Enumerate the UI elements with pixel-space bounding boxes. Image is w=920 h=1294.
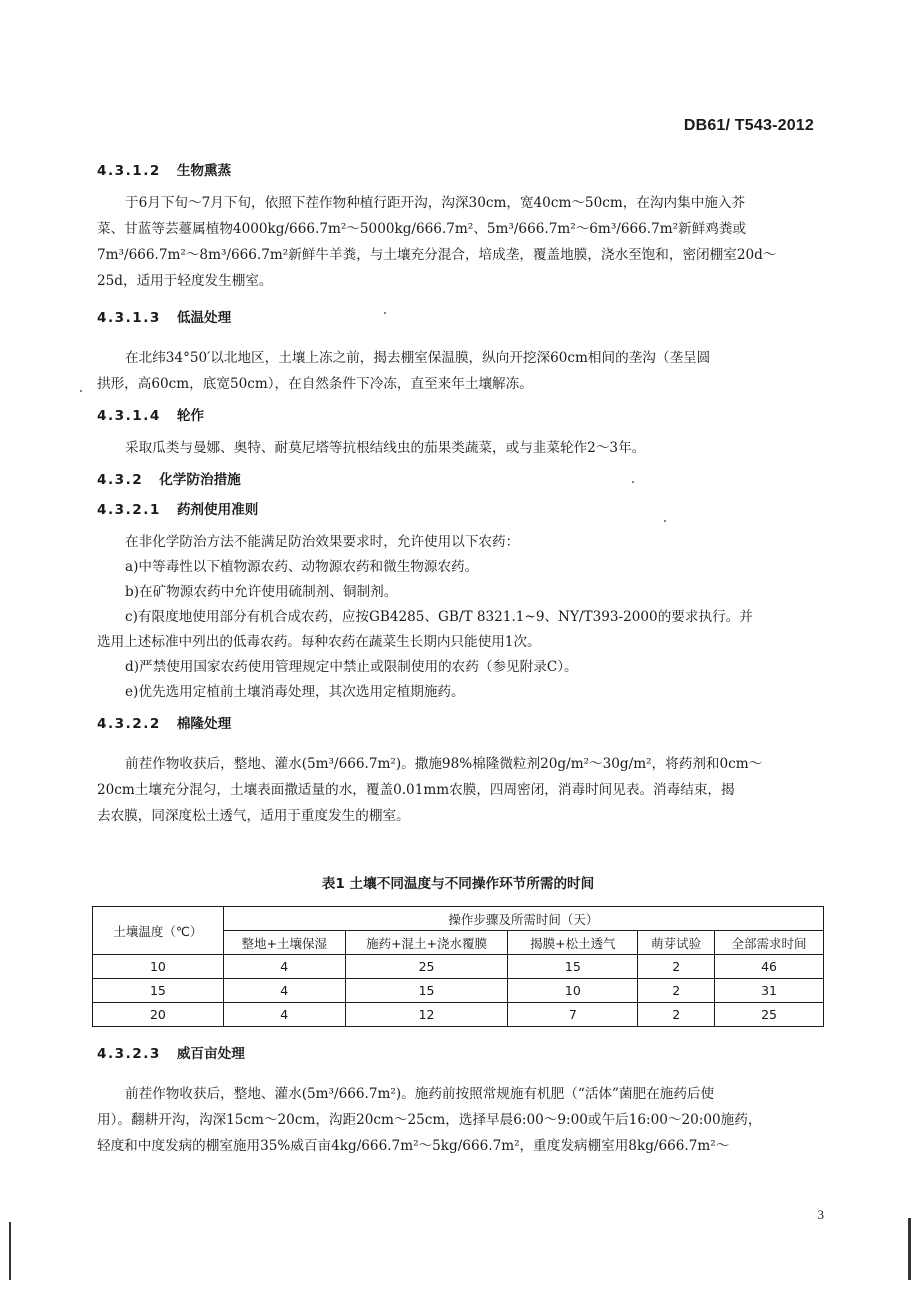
paragraph-line: 采取瓜类与曼娜、奥特、耐莫尼塔等抗根结线虫的茄果类蔬菜，或与韭菜轮作2～3年。	[125, 440, 646, 456]
table-header-row	[93, 907, 824, 931]
table-cell: 15	[345, 979, 508, 1003]
table-title: 表1 土壤不同温度与不同操作环节所需的时间	[321, 876, 595, 892]
group-header: 操作步骤及所需时间（天）	[223, 907, 823, 931]
scan-edge-mark	[9, 1222, 11, 1280]
table-cell: 15	[508, 955, 638, 979]
paragraph-line: 前茬作物收获后，整地、灌水(5m³/666.7m²)。施药前按照常规施有机肥（“活体”菌肥在施药后使	[125, 1086, 715, 1102]
section-title: 轮作	[176, 408, 205, 424]
paragraph-line: 菜、甘蓝等芸薹属植物4000kg/666.7m²～5000kg/666.7m²、5m³/666.7m²～6m³/666.7m²新鲜鸡粪或	[97, 221, 747, 237]
table-row	[93, 1003, 824, 1027]
scan-speck	[632, 481, 634, 483]
column-header: 施药+混土+浇水覆膜	[345, 931, 508, 955]
table-cell: 25	[345, 955, 508, 979]
scan-speck	[664, 520, 666, 522]
table-cell: 12	[345, 1003, 508, 1027]
paragraph-line: 于6月下旬～7月下旬，依照下茬作物种植行距开沟，沟深30cm，宽40cm～50cm，在沟内集中施入芥	[125, 195, 746, 211]
scan-speck	[80, 390, 82, 392]
paragraph-line: 20cm土壤充分混匀，土壤表面撒适量的水，覆盖0.01mm农膜，四周密闭，消毒时间见表。消毒结束，揭	[97, 782, 735, 798]
table-cell: 31	[715, 979, 824, 1003]
section-number: 4.3.1.2	[97, 163, 161, 179]
document-body-continued	[97, 1043, 827, 1159]
column-header: 全部需求时间	[715, 931, 824, 955]
paragraph-line: 前茬作物收获后，整地、灌水(5m³/666.7m²)。撒施98%棉隆微粒剂20g/m²～30g/m²，将药剂和0cm～	[125, 756, 763, 772]
page-number: 3	[817, 1207, 824, 1222]
paragraph-line: 在北纬34°50′以北地区，土壤上冻之前，揭去棚室保温膜，纵向开挖深60cm相间的垄沟（垄呈圆	[125, 350, 711, 366]
paragraph-line: 用）。翻耕开沟，沟深15cm～20cm，沟距20cm～25cm，选择早晨6:00～9:00或午后16:00～20:00施药，	[97, 1112, 762, 1128]
section-title: 生物熏蒸	[176, 163, 232, 179]
table-cell: 10	[508, 979, 638, 1003]
paragraph-line: 去农膜，同深度松土透气，适用于重度发生的棚室。	[97, 808, 410, 824]
section-number: 4.3.2.3	[97, 1046, 161, 1062]
section-number: 4.3.1.3	[97, 310, 161, 326]
table-cell: 2	[638, 955, 715, 979]
scan-edge-mark	[908, 1218, 911, 1280]
paragraph-line: 25d，适用于轻度发生棚室。	[97, 273, 273, 289]
list-item: a)中等毒性以下植物源农药、动物源农药和微生物源农药。	[125, 559, 479, 575]
table-cell: 4	[223, 1003, 345, 1027]
standard-code: DB61/ T543-2012	[683, 117, 814, 134]
column-header: 揭膜+松土透气	[508, 931, 638, 955]
paragraph-line: 拱形，高60cm，底宽50cm），在自然条件下冷冻，直至来年土壤解冻。	[97, 376, 533, 392]
list-item: c)有限度地使用部分有机合成农药，应按GB4285、GB/T 8321.1~9、NY/T393-2000的要求执行。并	[125, 609, 753, 625]
section-heading-4-3-2-2	[97, 713, 827, 735]
column-header: 整地+土壤保湿	[223, 931, 345, 955]
section-title: 药剂使用准则	[176, 502, 259, 518]
table-cell: 4	[223, 979, 345, 1003]
section-heading-4-3-1-2	[97, 160, 827, 182]
section-heading-4-3-2	[97, 469, 827, 491]
temp-header: 土壤温度（℃）	[93, 907, 224, 955]
section-title: 化学防治措施	[159, 472, 241, 488]
table-cell: 4	[223, 955, 345, 979]
table-cell: 46	[715, 955, 824, 979]
paragraph-line: 轻度和中度发病的棚室施用35%威百亩4kg/666.7m²～5kg/666.7m²，重度发病棚室用8kg/666.7m²～	[97, 1138, 730, 1154]
list-item: d)严禁使用国家农药使用管理规定中禁止或限制使用的农药（参见附录C）。	[125, 659, 578, 675]
table-cell: 25	[715, 1003, 824, 1027]
section-number: 4.3.2.2	[97, 716, 161, 732]
section-title: 棉隆处理	[176, 716, 232, 732]
section-heading-4-3-1-3	[97, 307, 827, 329]
table-cell: 10	[93, 955, 224, 979]
table-cell: 15	[93, 979, 224, 1003]
section-heading-4-3-2-3	[97, 1043, 827, 1065]
list-item: e)优先选用定植前土壤消毒处理，其次选用定植期施药。	[125, 684, 465, 700]
table-row	[93, 979, 824, 1003]
section-title: 威百亩处理	[176, 1046, 245, 1062]
section-title: 低温处理	[176, 310, 232, 326]
paragraph-line: 在非化学防治方法不能满足防治效果要求时，允许使用以下农药：	[125, 534, 520, 550]
section-heading-4-3-2-1	[97, 499, 827, 521]
table-cell: 2	[638, 1003, 715, 1027]
section-heading-4-3-1-4	[97, 405, 827, 427]
list-item: b)在矿物源农药中允许使用硫制剂、铜制剂。	[125, 584, 398, 600]
paragraph-line: 7m³/666.7m²～8m³/666.7m²新鲜牛羊粪，与土壤充分混合，培成垄，覆盖地膜，浇水至饱和，密闭棚室20d～	[97, 247, 777, 263]
table-cell: 2	[638, 979, 715, 1003]
document-body	[97, 160, 827, 829]
section-number: 4.3.2	[97, 472, 144, 488]
table-cell: 20	[93, 1003, 224, 1027]
data-table	[92, 906, 824, 1027]
table-cell: 7	[508, 1003, 638, 1027]
section-number: 4.3.2.1	[97, 502, 161, 518]
section-number: 4.3.1.4	[97, 408, 161, 424]
table-row	[93, 955, 824, 979]
scan-speck	[384, 312, 386, 314]
column-header: 萌芽试验	[638, 931, 715, 955]
list-item-continuation: 选用上述标准中列出的低毒农药。每种农药在蔬菜生长期内只能使用1次。	[97, 634, 541, 650]
